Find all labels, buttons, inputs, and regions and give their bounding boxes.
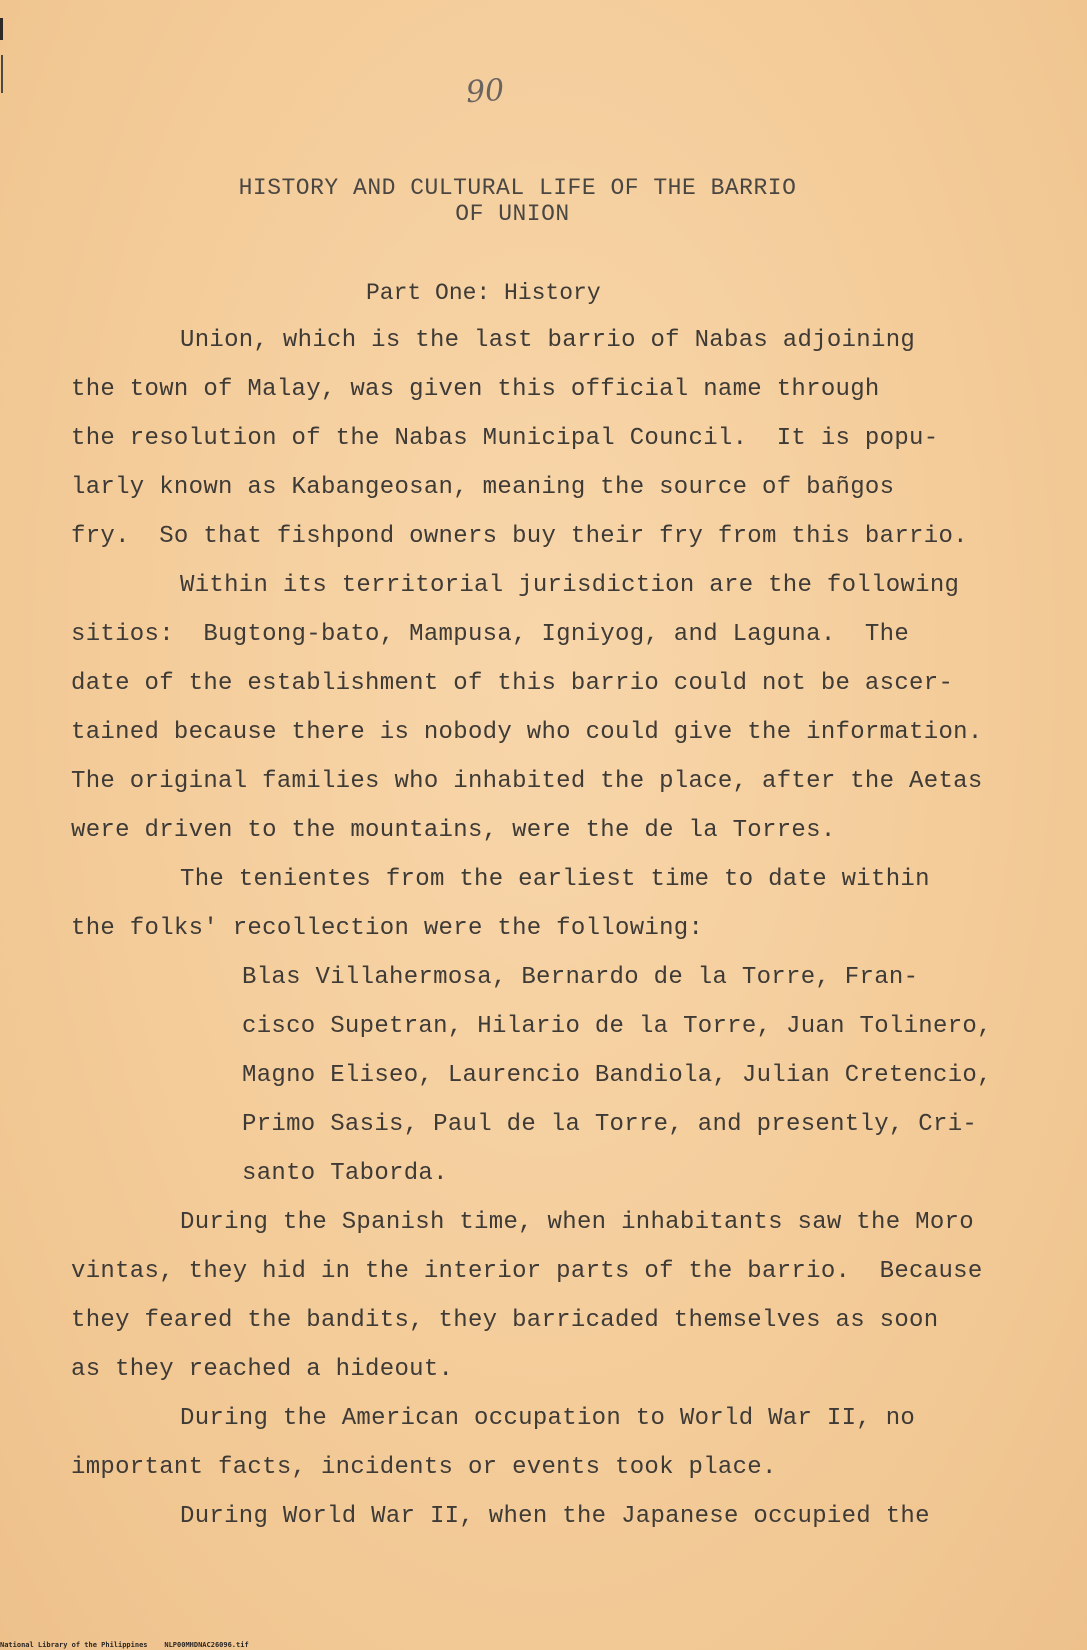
paragraph-5-line-2: important facts, incidents or events took place. — [71, 1454, 777, 1481]
paragraph-2-line-5: The original families who inhabited the place, after the Aetas — [71, 768, 983, 795]
paragraph-2-line-3: date of the establishment of this barrio could not be ascer- — [71, 670, 954, 697]
tenientes-line-2: cisco Supetran, Hilario de la Torre, Juan Tolinero, — [242, 1013, 992, 1040]
paragraph-2-line-4: tained because there is nobody who could give the information. — [71, 719, 983, 746]
paragraph-1-line-4: larly known as Kabangeosan, meaning the source of bañgos — [71, 474, 895, 501]
paragraph-3-line-1: The tenientes from the earliest time to date within — [180, 866, 930, 893]
paragraph-3-line-2: the folks' recollection were the following: — [71, 915, 704, 942]
paragraph-4-line-2: vintas, they hid in the interior parts of the barrio. Because — [71, 1258, 983, 1285]
paragraph-2-line-1: Within its territorial jurisdiction are the following — [180, 572, 960, 599]
paragraph-1-line-2: the town of Malay, was given this official name through — [71, 376, 880, 403]
paragraph-4-line-3: they feared the bandits, they barricaded themselves as soon — [71, 1307, 939, 1334]
document-title-line-1: HISTORY AND CULTURAL LIFE OF THE BARRIO — [238, 175, 797, 201]
paragraph-6-line-1: During World War II, when the Japanese occupied the — [180, 1503, 930, 1530]
scan-edge-mark-lower — [1, 55, 3, 93]
footer-file-id: NLP00MHDNAC26096.tif — [164, 1641, 249, 1649]
scan-edge-mark — [0, 18, 3, 40]
paragraph-1-line-1: Union, which is the last barrio of Nabas adjoining — [180, 327, 916, 354]
paragraph-1-line-3: the resolution of the Nabas Municipal Council. It is popu- — [71, 425, 939, 452]
paragraph-5-line-1: During the American occupation to World War II, no — [180, 1405, 916, 1432]
document-title-line-2: OF UNION — [455, 201, 570, 227]
paragraph-2-line-6: were driven to the mountains, were the de la Torres. — [71, 817, 836, 844]
section-heading: Part One: History — [366, 280, 601, 306]
paragraph-2-line-2: sitios: Bugtong-bato, Mampusa, Igniyog, and Laguna. The — [71, 621, 910, 648]
paragraph-1-line-5: fry. So that fishpond owners buy their fry from this barrio. — [71, 523, 968, 550]
tenientes-line-3: Magno Eliseo, Laurencio Bandiola, Julian Cretencio, — [242, 1062, 992, 1089]
scan-footer — [0, 1641, 249, 1649]
footer-library: National Library of the Philippines — [0, 1641, 148, 1649]
tenientes-line-1: Blas Villahermosa, Bernardo de la Torre, Fran- — [242, 964, 919, 991]
paragraph-4-line-1: During the Spanish time, when inhabitants saw the Moro — [180, 1209, 974, 1236]
page-number: 90 — [464, 72, 506, 111]
tenientes-line-5: santo Taborda. — [242, 1160, 448, 1187]
tenientes-line-4: Primo Sasis, Paul de la Torre, and presently, Cri- — [242, 1111, 978, 1138]
paragraph-4-line-4: as they reached a hideout. — [71, 1356, 454, 1383]
